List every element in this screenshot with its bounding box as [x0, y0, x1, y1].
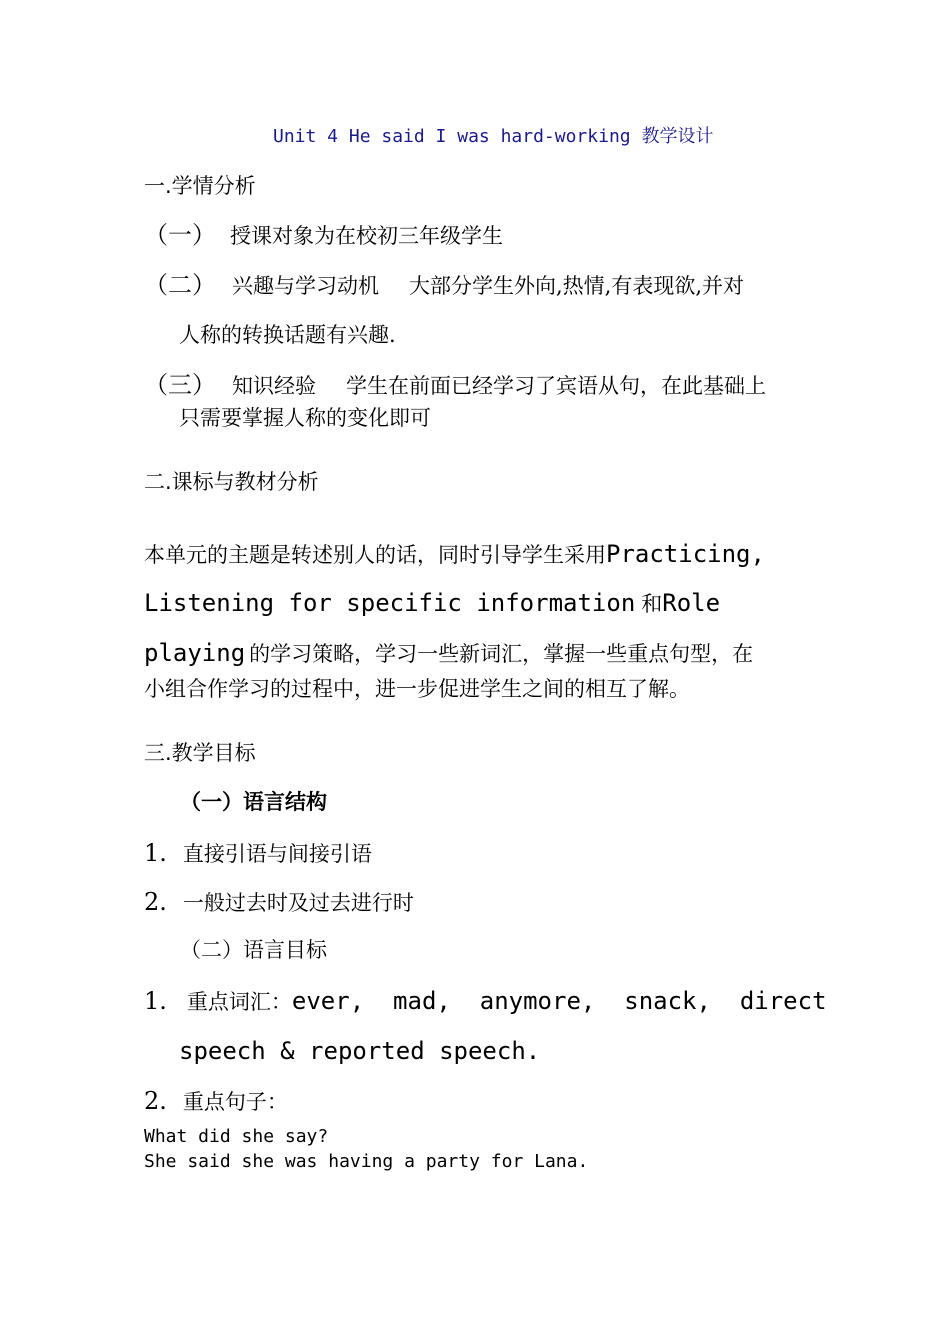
term-playing: playing: [144, 639, 246, 667]
section-3-heading: 三.教学目标: [144, 741, 256, 765]
item-number: 2.: [144, 888, 167, 916]
item-2-text: 大部分学生外向,热情,有表现欲,并对: [409, 274, 745, 298]
paragraph-text: 的学习策略，学习一些新词汇，掌握一些重点句型，在: [249, 642, 754, 666]
structure-item-1: [144, 841, 372, 865]
item-2-label: 兴趣与学习动机: [232, 274, 379, 298]
item-text: 直接引语与间接引语: [182, 842, 372, 866]
item-3-text: 学生在前面已经学习了宾语从句，在此基础上: [346, 374, 766, 398]
subsection-language-goals: （二）语言目标: [180, 938, 327, 962]
subsection-language-structure: （一）语言结构: [180, 789, 327, 814]
example-sentence-2: She said she was having a party for Lana.: [144, 1151, 589, 1172]
section-2-heading: 二.课标与教材分析: [144, 470, 319, 494]
section-1-item-1: [144, 223, 503, 247]
goal-item-1-continuation: speech & reported speech.: [179, 1037, 541, 1065]
section-2-line-3: [144, 641, 753, 665]
item-number: 1.: [144, 839, 167, 867]
item-text: 重点句子：: [182, 1090, 288, 1114]
item-2-continuation: 人称的转换话题有兴趣.: [179, 323, 396, 347]
example-sentence-1: What did she say?: [144, 1126, 329, 1147]
goal-item-1: [144, 989, 827, 1013]
document-title: Unit 4 He said I was hard-working 教学设计: [273, 126, 714, 147]
item-number: 2.: [144, 1087, 167, 1115]
item-1-text: 授课对象为在校初三年级学生: [230, 224, 503, 248]
term-role: Role: [662, 589, 721, 617]
item-2-marker: （二）: [144, 271, 216, 299]
item-3-continuation: 只需要掌握人称的变化即可: [179, 406, 431, 430]
section-1-item-2: [144, 273, 744, 297]
term-practicing: Practicing,: [606, 540, 765, 568]
structure-item-2: [144, 890, 414, 914]
section-1-heading: 一.学情分析: [144, 174, 256, 198]
term-listening: Listening for specific information: [144, 589, 636, 617]
conjunction: 和: [641, 592, 663, 616]
item-1-marker: （一）: [144, 221, 216, 249]
item-3-label: 知识经验: [232, 374, 316, 398]
section-2-line-1: [144, 542, 765, 566]
vocab-label: 重点词汇：: [186, 990, 292, 1014]
vocab-words: ever, mad, anymore, snack, direct: [291, 987, 827, 1015]
goal-item-2: [144, 1089, 288, 1113]
section-2-line-2: [144, 591, 720, 615]
item-number: 1.: [144, 987, 167, 1015]
paragraph-text: 本单元的主题是转述别人的话，同时引导学生采用: [144, 543, 606, 567]
item-3-marker: （三）: [144, 371, 216, 399]
section-2-line-4: 小组合作学习的过程中，进一步促进学生之间的相互了解。: [144, 677, 690, 701]
section-1-item-3: [144, 373, 766, 397]
item-text: 一般过去时及过去进行时: [182, 891, 414, 915]
